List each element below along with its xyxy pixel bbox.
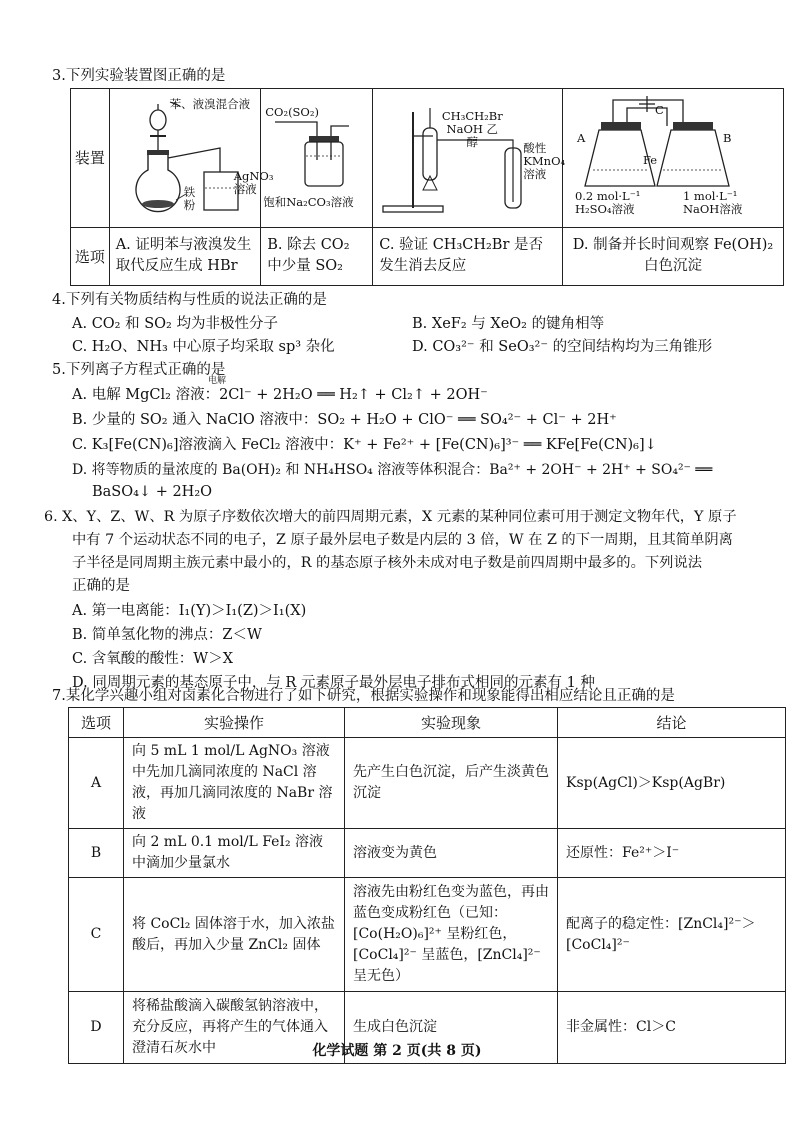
col-header-conclusion: 结论 bbox=[558, 708, 786, 738]
label-co2-so2: CO₂(SO₂) bbox=[265, 104, 319, 119]
table-row bbox=[69, 738, 786, 829]
q3-row-label-apparatus: 装置 bbox=[71, 89, 110, 228]
label-kmno4: 酸性KMnO₄溶液 bbox=[523, 140, 566, 181]
q4-option-c: C. H₂O、NH₃ 中心原子均采取 sp³ 杂化 bbox=[72, 339, 335, 355]
row-option: A bbox=[69, 738, 124, 829]
label-fe: Fe bbox=[642, 152, 658, 167]
row-phenomenon: 生成白色沉淀 bbox=[345, 992, 558, 1064]
q6-option-c: C. 含氧酸的酸性：W＞X bbox=[72, 651, 234, 667]
label-iron-powder: 铁粉 bbox=[183, 184, 196, 212]
page-footer: 化学试题 第 2 页(共 8 页) bbox=[312, 1043, 482, 1059]
label-naoh: 1 mol·L⁻¹ NaOH溶液 bbox=[682, 188, 743, 216]
row-operation: 向 2 mL 0.1 mol/L FeI₂ 溶液中滴加少量氯水 bbox=[124, 829, 345, 878]
q3-apparatus-table bbox=[70, 88, 784, 286]
q5-option-d-line1: D. 将等物质的量浓度的 Ba(OH)₂ 和 NH₄HSO₄ 溶液等体积混合：Ba²⁺ + 2OH⁻ + 2H⁺ + SO₄²⁻ ══ bbox=[72, 462, 713, 478]
apparatus-c bbox=[373, 89, 566, 228]
row-conclusion: 还原性：Fe²⁺＞I⁻ bbox=[558, 829, 786, 878]
q5-a-condition: 电解 bbox=[208, 376, 227, 386]
q5-option-b: B. 少量的 SO₂ 通入 NaClO 溶液中：SO₂ + H₂O + ClO⁻ ══ SO₄²⁻ + Cl⁻ + 2H⁺ bbox=[72, 412, 617, 428]
q4-option-d: D. CO₃²⁻ 和 SeO₃²⁻ 的空间结构均为三角锥形 bbox=[412, 339, 713, 355]
label-c: C bbox=[654, 102, 664, 117]
table-row bbox=[69, 878, 786, 992]
q6-option-b: B. 简单氢化物的沸点：Z＜W bbox=[72, 627, 262, 643]
q5-option-a: A. 电解 MgCl₂ 溶液：2Cl⁻ + 2H₂O ══ H₂↑ + Cl₂↑ + 2OH⁻ bbox=[72, 387, 488, 403]
label-a: A bbox=[576, 130, 586, 145]
q3-option-c: C. 验证 CH₃CH₂Br 是否发生消去反应 bbox=[373, 227, 563, 285]
q7-stem: 7.某化学兴趣小组对卤素化合物进行了如下研究，根据实验操作和现象能得出相应结论且正确的是 bbox=[52, 688, 675, 704]
label-h2so4: 0.2 mol·L⁻¹ H₂SO₄溶液 bbox=[574, 188, 641, 216]
col-header-operation: 实验操作 bbox=[124, 708, 345, 738]
q6-option-a: A. 第一电离能：I₁(Y)＞I₁(Z)＞I₁(X) bbox=[72, 603, 307, 619]
row-operation: 向 5 mL 1 mol/L AgNO₃ 溶液中先加几滴同浓度的 NaCl 溶液，再加几滴同浓度的 NaBr 溶液 bbox=[124, 738, 345, 829]
q5-option-d-line2: BaSO₄↓ + 2H₂O bbox=[92, 484, 213, 500]
row-option: D bbox=[69, 992, 124, 1064]
apparatus-b bbox=[261, 89, 373, 228]
row-operation: 将稀盐酸滴入碳酸氢钠溶液中，充分反应，再将产生的气体通入澄清石灰水中 bbox=[124, 992, 345, 1064]
q6-stem-4: 正确的是 bbox=[72, 578, 130, 594]
col-header-option: 选项 bbox=[69, 708, 124, 738]
row-option: B bbox=[69, 829, 124, 878]
label-agno3: AgNO₃溶液 bbox=[233, 168, 274, 196]
row-phenomenon: 先产生白色沉淀，后产生淡黄色沉淀 bbox=[345, 738, 558, 829]
q6-stem-1: 6. X、Y、Z、W、R 为原子序数依次增大的前四周期元素，X 元素的某种同位素可用于测定文物年代，Y 原子 bbox=[44, 509, 737, 525]
row-phenomenon: 溶液先由粉红色变为蓝色，再由蓝色变成粉红色（已知：[Co(H₂O)₆]²⁺ 呈粉红色，[CoCl₄]²⁻ 呈蓝色，[ZnCl₄]²⁻ 呈无色） bbox=[345, 878, 558, 992]
q5-option-c: C. K₃[Fe(CN)₆]溶液滴入 FeCl₂ 溶液中：K⁺ + Fe²⁺ + [Fe(CN)₆]³⁻ ══ KFe[Fe(CN)₆]↓ bbox=[72, 437, 657, 453]
q5-stem: 5.下列离子方程式正确的是 bbox=[52, 362, 226, 378]
q6-option-d: D. 同周期元素的基态原子中，与 R 元素原子最外层电子排布式相同的元素有 1 种 bbox=[72, 675, 595, 691]
q4-option-b: B. XeF₂ 与 XeO₂ 的键角相等 bbox=[412, 316, 605, 332]
label-benzene-bromine: 苯、液溴混合液 bbox=[169, 96, 251, 111]
row-conclusion: 配离子的稳定性：[ZnCl₄]²⁻＞[CoCl₄]²⁻ bbox=[558, 878, 786, 992]
apparatus-a bbox=[109, 89, 274, 228]
q4-stem: 4.下列有关物质结构与性质的说法正确的是 bbox=[52, 292, 327, 308]
row-conclusion: 非金属性：Cl＞C bbox=[558, 992, 786, 1064]
row-option: C bbox=[69, 878, 124, 992]
q6-stem-2: 中有 7 个运动状态不同的电子，Z 原子最外层电子数是内层的 3 倍，W 在 Z 的下一周期，且其简单阴离 bbox=[72, 532, 733, 548]
q3-row-label-options: 选项 bbox=[71, 227, 110, 285]
label-b: B bbox=[722, 130, 732, 145]
q3-option-a: A. 证明苯与液溴发生取代反应生成 HBr bbox=[109, 227, 261, 285]
label-na2co3: 饱和Na₂CO₃溶液 bbox=[263, 194, 354, 209]
q3-option-b: B. 除去 CO₂ 中少量 SO₂ bbox=[261, 227, 373, 285]
col-header-phenomenon: 实验现象 bbox=[345, 708, 558, 738]
table-row bbox=[69, 829, 786, 878]
q6-stem-3: 子半径是同周期主族元素中最小的，R 的基态原子核外未成对电子数是前四周期中最多的。下列说法 bbox=[72, 555, 703, 571]
q4-option-a: A. CO₂ 和 SO₂ 均为非极性分子 bbox=[72, 316, 278, 332]
row-conclusion: Ksp(AgCl)＞Ksp(AgBr) bbox=[558, 738, 786, 829]
q3-stem: 3.下列实验装置图正确的是 bbox=[52, 68, 226, 84]
row-phenomenon: 溶液变为黄色 bbox=[345, 829, 558, 878]
q3-option-d: D. 制备并长时间观察 Fe(OH)₂ 白色沉淀 bbox=[562, 227, 783, 285]
row-operation: 将 CoCl₂ 固体溶于水，加入浓盐酸后，再加入少量 ZnCl₂ 固体 bbox=[124, 878, 345, 992]
q7-experiment-table bbox=[68, 707, 786, 1064]
apparatus-d bbox=[562, 89, 783, 228]
label-reagents: CH₃CH₂Br NaOH 乙醇 bbox=[441, 108, 503, 149]
